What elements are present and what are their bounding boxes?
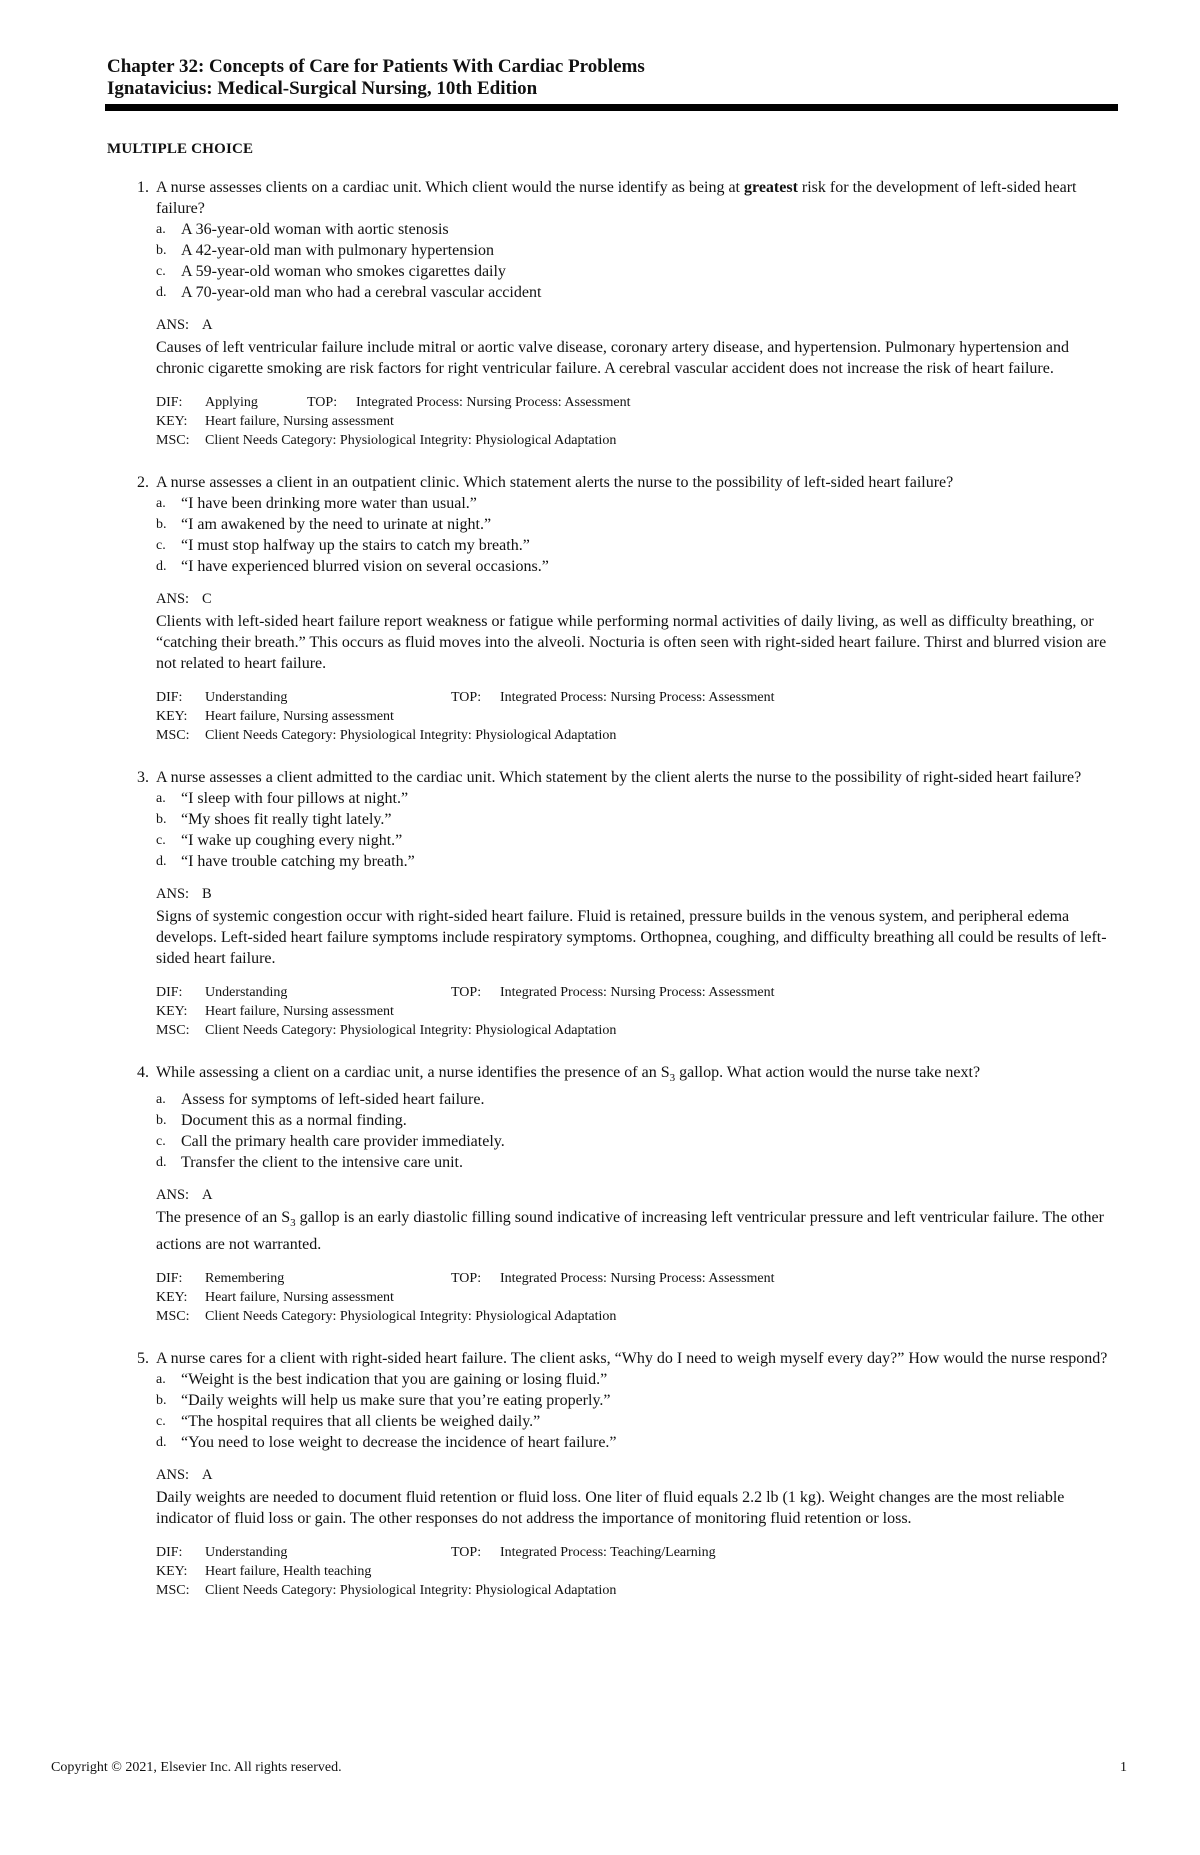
difficulty: Remembering bbox=[205, 1271, 285, 1287]
option-c: c. A 59-year-old woman who smokes cigarettes daily bbox=[156, 263, 506, 280]
answer-line: ANS: B bbox=[156, 886, 212, 902]
option-d: d. “You need to lose weight to decrease the incidence of heart failure.” bbox=[156, 1434, 617, 1452]
question-1 bbox=[107, 177, 1117, 450]
option-b: b. “I am awakened by the need to urinate at night.” bbox=[156, 516, 492, 533]
section-title: MULTIPLE CHOICE bbox=[107, 141, 254, 157]
difficulty: Understanding bbox=[205, 690, 288, 705]
option-a: a. “Weight is the best indication that you are gaining or losing fluid.” bbox=[156, 1371, 608, 1389]
answer-options bbox=[156, 219, 1117, 303]
question-number: 4. bbox=[137, 1064, 149, 1081]
option-c: c. “I wake up coughing every night.” bbox=[156, 832, 403, 849]
answer-block bbox=[156, 1185, 1117, 1326]
client-needs: Client Needs Category: Physiological Integrity: Physiological Adaptation bbox=[205, 1583, 617, 1599]
question-3 bbox=[107, 767, 1117, 1040]
difficulty: Understanding bbox=[205, 1545, 288, 1561]
option-d: d. “I have trouble catching my breath.” bbox=[156, 853, 415, 870]
stem-text: A nurse cares for a client with right-sided heart failure. The client asks, “Why do I need to weigh myself every day?” How would the nurse respond? bbox=[156, 1350, 1108, 1368]
option-a: a. “I sleep with four pillows at night.” bbox=[156, 790, 409, 807]
keywords: Heart failure, Nursing assessment bbox=[205, 1290, 394, 1306]
rationale: Signs of systemic congestion occur with right-sided heart failure. Fluid is retained, pressure builds in the venous system, and peripheral edema develops. Left-sided heart failure symptoms include respiratory symptoms. Orthopnea, coughing, and difficulty breathing all could be results of left-sided heart failure. bbox=[156, 908, 1107, 967]
answer-value: C bbox=[202, 591, 212, 607]
question-stem bbox=[107, 1348, 1117, 1369]
stem-text: A nurse assesses clients on a cardiac unit. Which client would the nurse identify as being at bbox=[156, 179, 744, 196]
answer-value: A bbox=[202, 317, 213, 333]
client-needs: Client Needs Category: Physiological Integrity: Physiological Adaptation bbox=[205, 1309, 617, 1325]
stem-emphasis: greatest bbox=[744, 179, 798, 196]
answer-value: A bbox=[202, 1187, 213, 1204]
option-c: c. “I must stop halfway up the stairs to catch my breath.” bbox=[156, 537, 530, 554]
page-footer bbox=[51, 1760, 1127, 1776]
book-title: Ignatavicius: Medical-Surgical Nursing, 10th Edition bbox=[107, 78, 538, 99]
topic: Integrated Process: Teaching/Learning bbox=[500, 1545, 716, 1561]
stem-text-end: gallop. What action would the nurse take next? bbox=[675, 1064, 981, 1081]
option-b: b. A 42-year-old man with pulmonary hypertension bbox=[156, 242, 494, 259]
topic: Integrated Process: Nursing Process: Assessment bbox=[500, 1271, 775, 1287]
stem-subscript: 3 bbox=[669, 1072, 676, 1085]
answer-block bbox=[156, 884, 1117, 1040]
question-metadata: DIF: Remembering TOP: Integrated Process: Nursing Process: Assessment KEY: Heart failure, Nursing assessment MSC: Client Needs Category: Physiological Integrity: Physiological Adaptation bbox=[156, 1271, 775, 1325]
topic: Integrated Process: Nursing Process: Assessment bbox=[500, 985, 775, 1000]
option-c: c. “The hospital requires that all clients be weighed daily.” bbox=[156, 1413, 541, 1431]
answer-block bbox=[156, 315, 1117, 450]
answer-value: B bbox=[202, 886, 212, 902]
question-stem bbox=[107, 472, 1117, 493]
difficulty: Applying bbox=[205, 395, 258, 410]
answer-line: ANS: A bbox=[156, 317, 213, 333]
option-c: c. Call the primary health care provider immediately. bbox=[156, 1133, 505, 1151]
question-4 bbox=[107, 1062, 1117, 1326]
option-a: a. “I have been drinking more water than usual.” bbox=[156, 495, 477, 512]
keywords: Heart failure, Nursing assessment bbox=[205, 1004, 394, 1019]
answer-line: ANS: A bbox=[156, 1187, 213, 1204]
header-rule bbox=[105, 104, 1118, 111]
answer-block bbox=[156, 589, 1117, 745]
option-a: a. A 36-year-old woman with aortic stenosis bbox=[156, 221, 449, 238]
question-2 bbox=[107, 472, 1117, 745]
answer-options bbox=[156, 788, 1117, 872]
stem-text: A nurse assesses a client in an outpatient clinic. Which statement alerts the nurse to the possibility of left-sided heart failure? bbox=[156, 474, 954, 491]
client-needs: Client Needs Category: Physiological Integrity: Physiological Adaptation bbox=[205, 1023, 617, 1038]
client-needs: Client Needs Category: Physiological Integrity: Physiological Adaptation bbox=[205, 728, 617, 743]
option-d: d. “I have experienced blurred vision on several occasions.” bbox=[156, 558, 549, 575]
keywords: Heart failure, Health teaching bbox=[205, 1564, 372, 1580]
page-header bbox=[107, 56, 1117, 111]
answer-options bbox=[156, 1089, 1117, 1173]
question-number: 3. bbox=[137, 769, 149, 786]
question-metadata: DIF: Understanding TOP: Integrated Process: Nursing Process: Assessment KEY: Heart failure, Nursing assessment MSC: Client Needs Category: Physiological Integrity: Physiological Adaptation bbox=[156, 985, 775, 1038]
question-metadata: DIF: Understanding TOP: Integrated Process: Teaching/Learning KEY: Heart failure, Health teaching MSC: Client Needs Category: Physiological Integrity: Physiological Adaptation bbox=[156, 1545, 716, 1599]
answer-options bbox=[156, 1369, 1117, 1453]
question-stem bbox=[107, 1062, 1117, 1089]
rationale: Clients with left-sided heart failure report weakness or fatigue while performing normal activities of daily living, as well as difficulty breathing, or “catching their breath.” This occurs as fluid moves into the alveoli. Nocturia is often seen with right-sided heart failure. Thirst and blurred vision are not related to heart failure. bbox=[156, 613, 1107, 672]
question-metadata: DIF: Applying TOP: Integrated Process: Nursing Process: Assessment KEY: Heart failure, Nursing assessment MSC: Client Needs Category: Physiological Integrity: Physiological Adaptation bbox=[156, 395, 631, 448]
chapter-title: Chapter 32: Concepts of Care for Patients With Cardiac Problems bbox=[107, 56, 645, 77]
answer-value: A bbox=[202, 1467, 213, 1484]
keywords: Heart failure, Nursing assessment bbox=[205, 709, 394, 724]
answer-line: ANS: A bbox=[156, 1467, 213, 1484]
option-b: b. Document this as a normal finding. bbox=[156, 1112, 407, 1130]
option-a: a. Assess for symptoms of left-sided heart failure. bbox=[156, 1091, 485, 1109]
option-b: b. “My shoes fit really tight lately.” bbox=[156, 811, 392, 828]
answer-line: ANS: C bbox=[156, 591, 212, 607]
question-number: 2. bbox=[137, 474, 149, 491]
stem-text: A nurse assesses a client admitted to the cardiac unit. Which statement by the client alerts the nurse to the possibility of right-sided heart failure? bbox=[156, 769, 1082, 786]
question-list bbox=[107, 177, 1117, 1622]
copyright: Copyright © 2021, Elsevier Inc. All rights reserved. bbox=[51, 1760, 342, 1775]
question-5 bbox=[107, 1348, 1117, 1600]
keywords: Heart failure, Nursing assessment bbox=[205, 414, 394, 429]
stem-text: While assessing a client on a cardiac unit, a nurse identifies the presence of an S bbox=[156, 1064, 670, 1081]
option-d: d. A 70-year-old man who had a cerebral vascular accident bbox=[156, 284, 542, 301]
question-stem bbox=[107, 767, 1117, 788]
question-metadata: DIF: Understanding TOP: Integrated Process: Nursing Process: Assessment KEY: Heart failure, Nursing assessment MSC: Client Needs Category: Physiological Integrity: Physiological Adaptation bbox=[156, 690, 775, 743]
topic: Integrated Process: Nursing Process: Assessment bbox=[356, 395, 631, 410]
option-b: b. “Daily weights will help us make sure that you’re eating properly.” bbox=[156, 1392, 611, 1410]
answer-options bbox=[156, 493, 1117, 577]
question-number: 1. bbox=[137, 179, 149, 196]
answer-block bbox=[156, 1465, 1117, 1600]
rationale: Daily weights are needed to document fluid retention or fluid loss. One liter of fluid equals 2.2 lb (1 kg). Weight changes are the most reliable indicator of fluid loss or gain. The other responses do not address the importance of monitoring fluid retention or loss. bbox=[156, 1489, 1065, 1528]
topic: Integrated Process: Nursing Process: Assessment bbox=[500, 690, 775, 705]
option-d: d. Transfer the client to the intensive care unit. bbox=[156, 1154, 463, 1172]
stem-text-end: risk for the development of left-sided heart failure? bbox=[156, 179, 1077, 217]
difficulty: Understanding bbox=[205, 985, 288, 1000]
question-number: 5. bbox=[137, 1350, 149, 1368]
client-needs: Client Needs Category: Physiological Integrity: Physiological Adaptation bbox=[205, 433, 617, 448]
page-number: 1 bbox=[1120, 1760, 1127, 1775]
question-stem bbox=[107, 177, 1117, 219]
rationale: Causes of left ventricular failure include mitral or aortic valve disease, coronary artery disease, and hypertension. Pulmonary hypertension and chronic cigarette smoking are risk factors for right ventricular failure. A cerebral vascular accident does not increase the risk of heart failure. bbox=[156, 339, 1070, 377]
rationale: The presence of an $S_3$ gallop is an early diastolic filling sound indicative of increasing left ventricular pressure and left ventricular failure. The other actions are not warranted. bbox=[156, 1209, 1104, 1254]
